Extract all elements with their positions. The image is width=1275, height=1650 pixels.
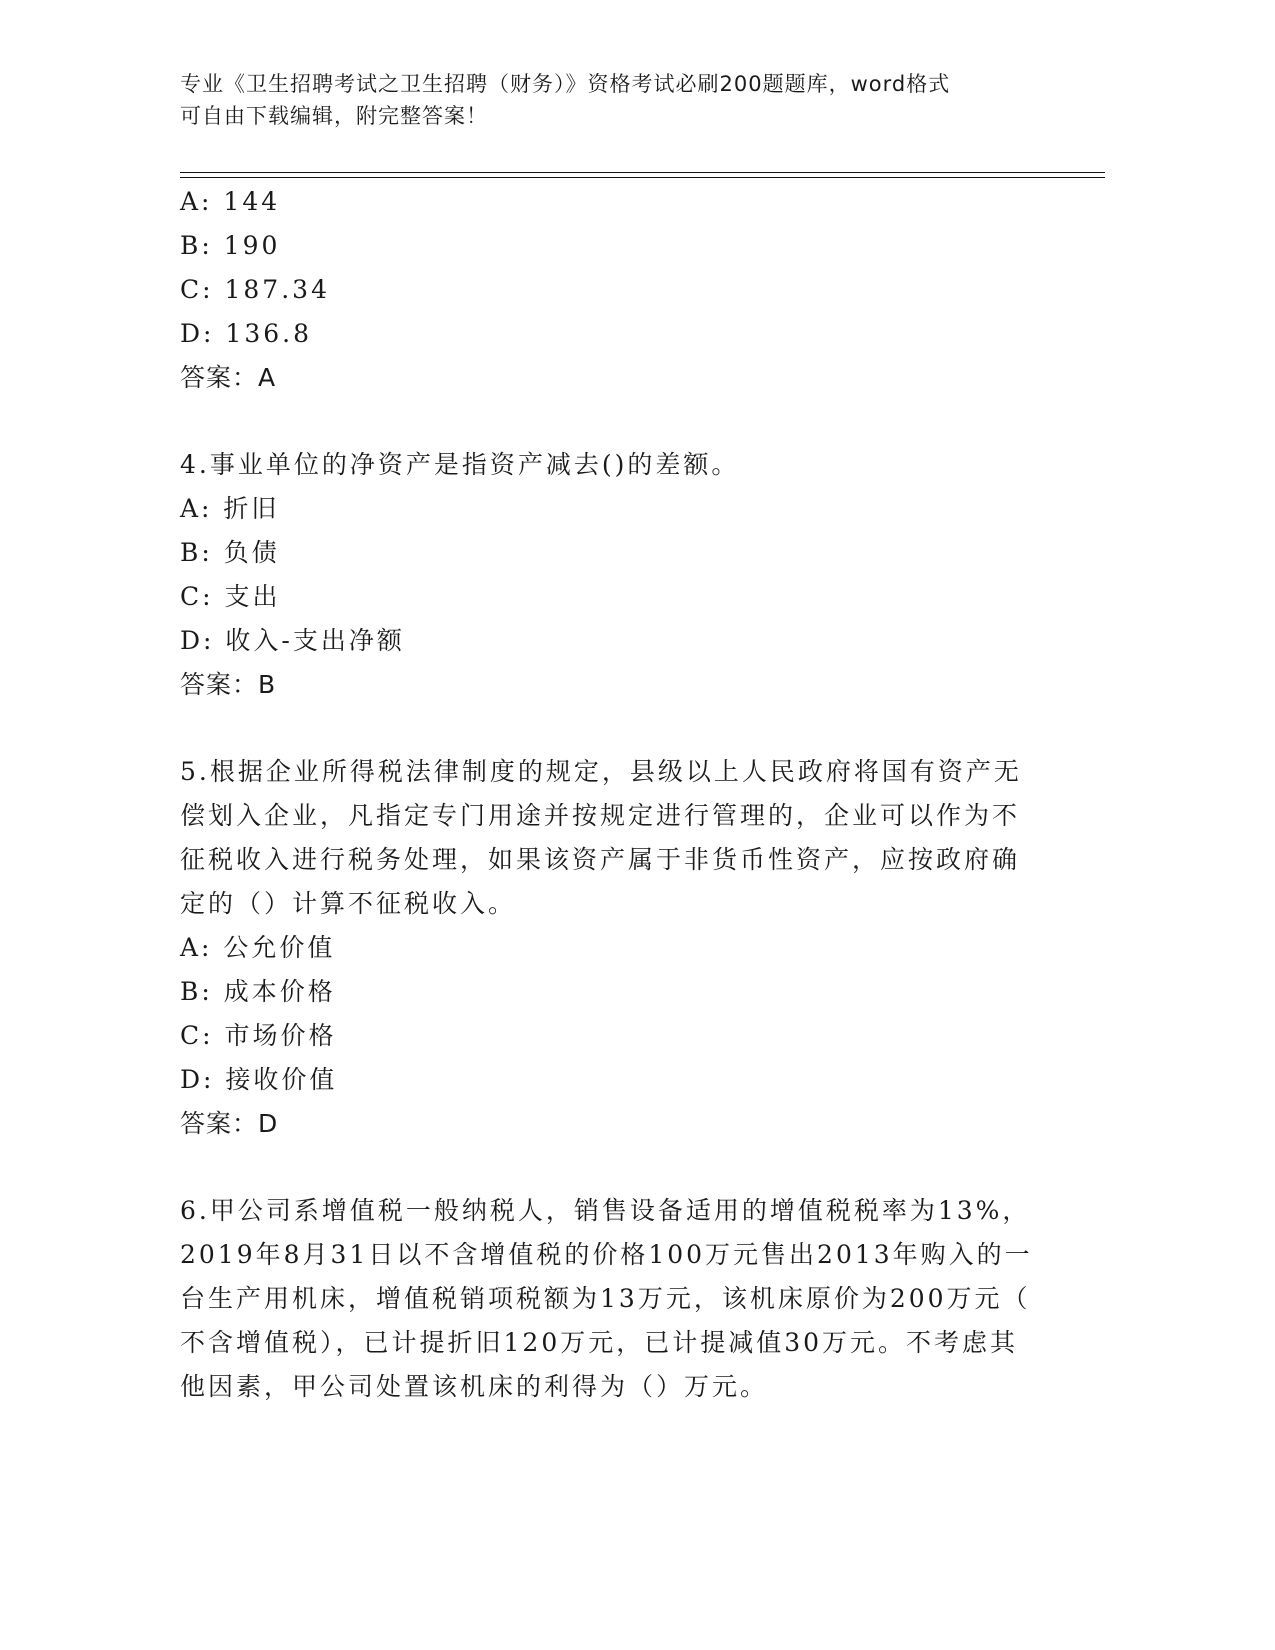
question-text-line: 定的（）计算不征税收入。 xyxy=(180,889,517,918)
option-b: B: 成本价格 xyxy=(180,977,336,1006)
header-divider-top xyxy=(180,172,1105,173)
option-d: D: 接收价值 xyxy=(180,1065,338,1094)
question-6 xyxy=(180,1189,1050,1409)
question-text-line: 2019年8月31日以不含增值税的价格100万元售出2013年购入的一 xyxy=(180,1240,1033,1269)
question-5 xyxy=(180,750,1050,1146)
answer-line: 答案：A xyxy=(180,363,277,392)
question-text-line: 不含增值税），已计提折旧120万元，已计提减值30万元。不考虑其 xyxy=(180,1328,1019,1357)
option-a: A: 折旧 xyxy=(180,494,280,523)
question-4 xyxy=(180,443,1050,707)
question-text-line: 征税收入进行税务处理，如果该资产属于非货币性资产，应按政府确 xyxy=(180,845,1021,874)
answer-line: 答案：D xyxy=(180,1109,279,1138)
question-text-line: 6.甲公司系增值税一般纳税人，销售设备适用的增值税税率为13%， xyxy=(180,1196,1031,1225)
question-text-line: 台生产用机床，增值税销项税额为13万元，该机床原价为200万元（ xyxy=(180,1284,1031,1313)
option-c: C: 市场价格 xyxy=(180,1021,337,1050)
option-d: D: 136.8 xyxy=(180,319,312,348)
header-line-2: 可自由下载编辑，附完整答案！ xyxy=(180,104,488,128)
option-a: A: 144 xyxy=(180,187,281,216)
question-body xyxy=(180,180,1050,1409)
option-d: D: 收入-支出净额 xyxy=(180,626,405,655)
header-divider-bottom xyxy=(180,177,1105,178)
question-text-line: 5.根据企业所得税法律制度的规定，县级以上人民政府将国有资产无 xyxy=(180,757,1022,786)
answer-line: 答案：B xyxy=(180,670,277,699)
option-c: C: 187.34 xyxy=(180,275,330,304)
question-text: 4.事业单位的净资产是指资产减去()的差额。 xyxy=(180,450,740,479)
header-line-1: 专业《卫生招聘考试之卫生招聘（财务）》资格考试必刷200题题库，word格式 xyxy=(180,72,951,96)
option-b: B: 负债 xyxy=(180,538,280,567)
option-b: B: 190 xyxy=(180,231,281,260)
option-c: C: 支出 xyxy=(180,582,281,611)
question-3 xyxy=(180,180,1050,400)
option-a: A: 公允价值 xyxy=(180,933,336,962)
document-header xyxy=(180,68,1060,132)
question-text-line: 他因素，甲公司处置该机床的利得为（）万元。 xyxy=(180,1372,769,1401)
question-text-line: 偿划入企业，凡指定专门用途并按规定进行管理的，企业可以作为不 xyxy=(180,801,1021,830)
